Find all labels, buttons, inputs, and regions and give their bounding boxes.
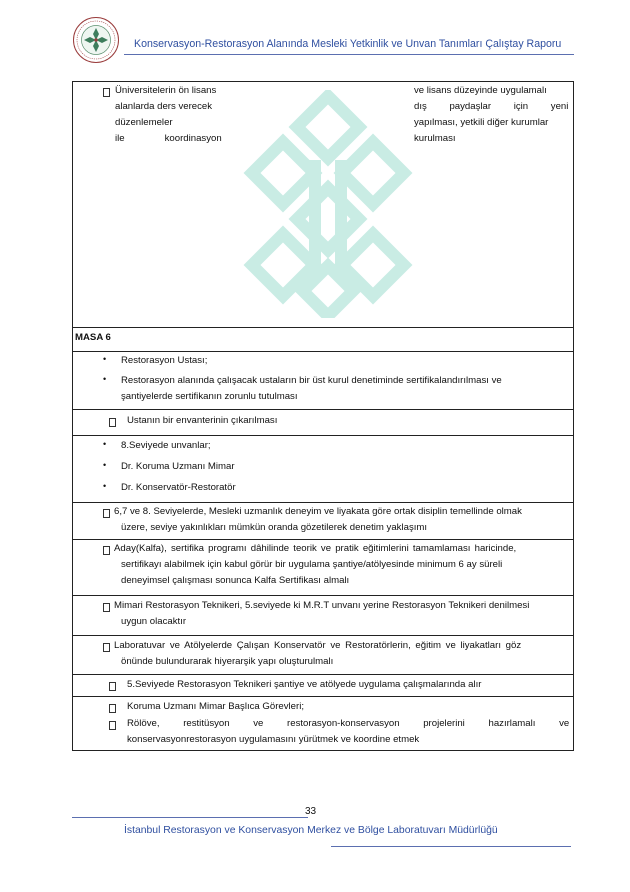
row-koruma-uzmani [73,696,573,751]
row4-line-2: üzere, seviye yakınlıkları mümkün oranda gözetilerek denetim yaklaşımı [121,522,428,533]
row5-line-3: deneyimsel çalışması sonunca Kalfa Sertifikası almalı [121,575,350,586]
row3-bullet-2: Dr. Koruma Uzmanı Mimar [121,461,235,472]
bullet-icon: • [103,460,107,470]
top-right-line-2: dış paydaşlar için yeni [414,101,569,112]
row-mimari-teknikeri [73,595,573,635]
bullet-icon: • [103,354,107,364]
top-right-line-4: kurulması [414,133,456,144]
top-left-line-4: ile koordinasyon [115,133,222,144]
row9-line-2: Rölöve, restitüsyon ve restorasyon-konservasyon projelerini hazırlamalı ve [127,718,570,729]
bullet-icon: • [103,439,107,449]
row2-text: Ustanın bir envanterinin çıkarılması [127,415,278,426]
row6-line-2: uygun olacaktır [121,616,187,627]
checkbox-icon [103,643,110,652]
top-right-line-1: ve lisans düzeyinde uygulamalı [414,85,547,96]
checkbox-icon [109,418,116,427]
top-right-line-3: yapılması, yetkili diğer kurumlar [414,117,549,128]
knot-watermark-icon [243,90,413,318]
row3-bullet-3: Dr. Konservatör-Restoratör [121,482,236,493]
row-5-seviye [73,674,573,696]
checkbox-icon [103,509,110,518]
bullet-icon: • [103,481,107,491]
top-left-line-1: Üniversitelerin ön lisans [115,85,217,96]
row-denetim [73,502,573,539]
page-number: 33 [305,806,317,817]
checkbox-icon [109,721,116,730]
row4-line-1: 6,7 ve 8. Seviyelerde, Mesleki uzmanlık deneyim ve liyakata göre ortak disiplin temellinde olmak [114,506,522,517]
top-left-line-2: alanlarda ders verecek [115,101,213,112]
row9-line-3: konservasyonrestorasyon uygulamasını yürütmek ve koordine etmek [127,734,420,745]
checkbox-icon [109,704,116,713]
row3-bullet-1: 8.Seviyede unvanlar; [121,440,211,451]
masa-heading-row [73,327,573,351]
content-table [72,81,574,751]
row6-line-1: Mimari Restorasyon Teknikeri, 5.seviyede ki M.R.T unvanı yerine Restorasyon Teknikeri denilmesi [114,600,530,611]
footer-rule-left [72,817,308,818]
row9-line-1: Koruma Uzmanı Mimar Başlıca Görevleri; [127,701,304,712]
masa-heading: MASA 6 [75,332,111,343]
row1-bullet-2-line-2: şantiyelerde sertifikanın zorunlu tutulması [121,391,298,402]
row5-line-1: Aday(Kalfa), sertifika programı dâhilinde teorik ve pratik eğitimlerini tamamlaması haricinde, [114,543,517,554]
footer-institution: İstanbul Restorasyon ve Konservasyon Merkez ve Bölge Laboratuvarı Müdürlüğü [124,825,498,836]
row-kalfa [73,539,573,595]
checkbox-icon [103,546,110,555]
checkbox-icon [103,603,110,612]
row7-line-1: Laboratuvar ve Atölyelerde Çalışan Konservatör ve Restoratörlerin, eğitim ve liyakatları göz [114,640,522,651]
footer-rule-right [331,846,571,847]
row8-text: 5.Seviyede Restorasyon Teknikeri şantiye ve atölyede uygulama çalışmalarında alır [127,679,482,690]
checkbox-icon [109,682,116,691]
row-restorasyon-ustasi [73,351,573,409]
row-laboratuvar [73,635,573,674]
row-8-seviye [73,435,573,502]
checkbox-icon [103,88,110,97]
row1-bullet-1: Restorasyon Ustası; [121,355,208,366]
row5-line-2: sertifikayı alabilmek için kabul görür bir uygulama şantiye/atölyesinde minimum 6 ay süreli [121,559,503,570]
bullet-icon: • [103,374,107,384]
row1-bullet-2-line-1: Restorasyon alanında çalışacak ustaların bir üst kurul denetiminde sertifikalandırılması ve [121,375,502,386]
row-envanter [73,409,573,435]
header-rule [124,54,574,55]
row7-line-2: önünde bulundurarak hiyerarşik yapı oluşturulmalı [121,656,334,667]
header-title: Konservasyon-Restorasyon Alanında Mesleki Yetkinlik ve Unvan Tanımları Çalıştay Raporu [134,38,562,50]
top-left-line-3: düzenlemeler [115,117,173,128]
institution-logo [72,16,120,64]
